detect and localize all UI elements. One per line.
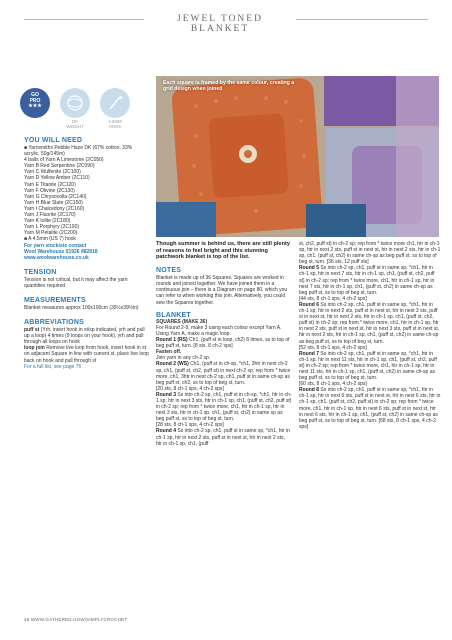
stockist-url[interactable]: www.woolwarehouse.co.uk [24, 254, 89, 261]
round-4 [156, 428, 292, 446]
yarn-item: Yarn E Titanite (2C120) [24, 181, 76, 188]
pattern-para: Using Yarn A, make a magic loop. [156, 330, 231, 337]
yarn-list [24, 145, 149, 261]
round-4-cont: st, ch2, puff st) in ch-2 sp; rep from * twice more ch1, htr in ch-1 sp, htr in next 2 sts, puff st in next st, htr in next 2 sts, htr in ch-1 sp, ch1, (puff st, ch2) in same ch-sp as beg puff st, ss to top of beg st, turn. [36 sts, 12 puff sts] [299, 241, 441, 266]
round-label: Round 1 (RS) [156, 337, 188, 344]
round-count: [44 sts, 8 ch-1 sps, 4 ch-2 sps] [299, 295, 367, 302]
yarn-item: Yarn I Chalcedony (2C160) [24, 205, 85, 212]
abbrev-more-link[interactable]: For a full list, see page 76 [24, 363, 82, 370]
round-7 [299, 351, 441, 381]
difficulty-icons [20, 88, 150, 138]
round-text: Ss into ch-2 sp, ch1, puff st in same sp, *ch1, htr in ch-1 sp, htr in next 6 sts, puff st in next st, htr in next 6 sts, htr in ch-1 sp, ch1, (puff st, ch2, puff st) in ch-2 sp; rep from * twice more, ch1, htr in ch-1 sp, htr in next 6 sts, puff st in next st, htr in next 6 sts, htr in ch-1 sp, ch1, (puff st, ch2) in same ch-sp as beg puff st, ss to top of beg st, turn. [68 sts, 8 ch-1 sps, 4 ch-2 sps] [299, 387, 441, 430]
measurements-text: Blanket measures approx 100x100cm (39½x39½in) [24, 304, 139, 311]
pattern-para: For Round 2-9, make 3 using each colour except Yarn A. [156, 324, 282, 331]
yarn-item: Yarn B Red Serpentine (2C090) [24, 163, 95, 170]
hook-size-label: 4.5MM HOOK [108, 119, 122, 130]
round-label: Round 8 [299, 387, 319, 394]
abbrev-loop-text: Remove live loop from hook, insert hook in st on adjacent Square in line with current st, place live loop back on hook and pull through st [24, 345, 149, 364]
round-text: Ss into ch-2 sp, ch1, puff st in same sp, *ch1, htr in ch-1 sp, htr in next 2 sts, puff st in next st, htr in next 2 sts, htr in ch-1 sp, ch1, (puff [156, 428, 290, 447]
yarn-item: Yarn M Petalite (2C200) [24, 230, 78, 237]
round-label: Round 2 (WS) [156, 361, 189, 368]
notes-text: Blanket is made up of 36 Squares. Squares are worked in rounds and joined together. We have joined them in a continuous join – there is a Diagram on page 80, which you can refer to when working this join. Alternatively, you could sew the Squares together. [156, 275, 288, 306]
blanket-heading: BLANKET [156, 311, 191, 319]
sidebar [24, 137, 149, 370]
round-text: Ch1, (puff st in loop, ch2) 8 times, ss to top of beg puff st, turn. [8 sts, 8 ch-2 sps] [156, 337, 290, 350]
header-rule-left [24, 19, 144, 20]
header-rule-right [296, 19, 428, 20]
notes-heading: NOTES [156, 267, 182, 275]
abbreviations-heading: ABBREVIATIONS [24, 319, 85, 327]
yarn-item: Yarn K Iolite (2C180) [24, 218, 71, 225]
yarn-item: ■ Yarnsmiths Pebble Haze DK (67% cotton, 33% acrylic, 50g/145m) [24, 145, 133, 158]
round-text: Ss into ch-2 sp, ch1, puff st in same sp, *ch1, htr in ch-1 sp, htr in next 7 sts, htr in ch-1 sp, ch1, (puff st, ch2, puff st) in ch-2 sp; rep from * twice more, ch1, htr in ch-1 sp, htr in next 7 sts, htr in ch-1 sp, ch1, (puff st, ch2) in same ch-sp as beg puff st, ss to top of beg st, turn. [299, 265, 435, 296]
badge-stars: ★★★ [28, 103, 42, 109]
yarn-item: 4 balls of Yarn A Limestone (2C050) [24, 157, 104, 164]
yarn-item: Yarn H Blue Slate (2C150) [24, 199, 83, 206]
round-label: Round 7 [299, 350, 319, 357]
stockist-phone: Wool Warehouse 01926 882818 [24, 248, 98, 255]
round-3 [156, 392, 292, 422]
round-2 [156, 361, 292, 385]
stockist-label: For yarn stockists contact [24, 242, 87, 249]
squares-heading: SQUARES (MAKE 36) [156, 318, 208, 325]
round-label: Round 5 [299, 265, 319, 272]
round-count: [28 sts, 8 ch-1 sps, 4 ch-2 sps] [156, 422, 224, 429]
page-footer: 48 WWW.GATHERED.HOW/SIMPLYCROCHET [24, 617, 128, 622]
abbrev-loop-label: loop join [24, 345, 45, 352]
hook-icon [100, 88, 130, 118]
round-text: Ss into ch-2 sp, ch1, puff st in same sp, *ch1, htr in ch-1 sp, htr in next 11 sts, htr in ch-1 sp, ch1, (puff st, ch2, puff st) in ch-2 sp; rep from * twice more, ch1, htr in ch-1 sp, htr in next 11 sts, htr in ch-1 sp, ch1, (puff st, ch2) in same ch-sp as beg puff st, ss to top of beg st, turn. [299, 350, 437, 382]
round-5 [299, 265, 441, 295]
round-label: Round 6 [299, 301, 319, 308]
fasten-off: Fasten off. [156, 349, 182, 356]
intro-text: Though summer is behind us, there are still plenty of reasons to feel bright and this stunning patchwork blanket is top of the list. [156, 241, 290, 261]
page-title: JEWEL TONED BLANKET [177, 14, 263, 34]
yarn-item: Yarn J Fluorite (2C170) [24, 212, 76, 219]
abbrev-puff-label: puff st [24, 327, 40, 334]
tension-heading: TENSION [24, 268, 57, 276]
abbrev-puff-text: (Yrh, insert hook in st/sp indicated, yrh and pull up a loop) 4 times (9 loops on your hook), yrh and pull through all loops on hook [24, 327, 145, 346]
yarn-item: Yarn G Chrysocolla (2C140) [24, 193, 87, 200]
round-8 [299, 387, 441, 430]
round-text: Ch1, (puff st in ch-sp, *ch1, 3htr in next ch-2 sp, ch1, (puff st, ch2, puff st) in next ch-2 sp; rep from * twice more, ch1, 3htr in next ch-2 sp, ch1, puff st in same ch-sp as beg puff st, ch2, ss to top of beg st, turn. [156, 361, 291, 386]
yarn-item: ■ A 4.5mm (US 7) hook [24, 236, 76, 243]
round-label: Round 4 [156, 428, 176, 435]
abbrev-loop [24, 345, 149, 363]
yarn-item: Yarn L Porphyry (2C190) [24, 224, 80, 231]
badge-line2: PRO [29, 97, 41, 104]
badge-line1: GO [31, 92, 39, 98]
round-text: Ss into ch-2 sp, ch1, puff st in ch-sp, *ch1, htr in ch-1 sp, htr in next 3 sts, htr in ch-1 sp, ch1, (puff st, ch2, puff st) in ch-2 sp; rep from * twice more, ch1, htr in ch-1 sp, htr in next 3 sts, htr in ch-1 sp, ch1, (puff st, ch2) in same sp as beg puff st, ss to top of beg st, turn. [156, 391, 292, 423]
round-label: Round 3 [156, 391, 176, 398]
pattern-column-2 [299, 241, 441, 430]
abbrev-puff [24, 327, 149, 345]
yarn-item: Yarn F Olivine (2C130) [24, 187, 75, 194]
yarn-weight-label: DK WEIGHT [66, 119, 84, 130]
yarn-weight-icon [60, 88, 90, 118]
round-1 [156, 337, 292, 349]
measurements-heading: MEASUREMENTS [24, 296, 86, 304]
round-6 [299, 302, 441, 345]
tension-text: Tension is not critical, but it may affect the yarn quantities required [24, 276, 128, 289]
blanket-photo [156, 76, 439, 237]
difficulty-badge [20, 88, 50, 118]
round-count: [60 sts, 8 ch-1 sps, 4 ch-2 sps] [299, 381, 367, 388]
round-text: Ss into ch-2 sp, ch1, puff st in same sp, *ch1, htr in ch-1 sp, htr in next 2 sts, puff st in next st, htr in next 3 sts, puff st in next st, htr in next 2 sts, htr in ch-1 sp, ch1, (puff st, ch2, puff st) in ch-2 sp; rep from * twice more, ch1, htr in ch-1 sp, htr in next 2 sts, puff st in next st, htr in next 3 sts, puff st in next st, htr in next 2 sts, htr in ch-1 sp, ch1, (puff st, ch2) in same ch-sp as beg puff st, ss to top of beg st, turn. [299, 301, 440, 345]
round-count: [20 sts, 8 ch-1 sps, 4 ch-2 sps] [156, 385, 224, 392]
you-will-need-heading: YOU WILL NEED [24, 137, 83, 144]
photo-caption: Each square is framed by the same colour, creating a grid design when joined [163, 80, 295, 93]
join-yarn: Join yarn in any ch-2 sp. [156, 355, 211, 362]
pattern-column-1 [156, 241, 292, 447]
page-header [0, 0, 452, 40]
yarn-item: Yarn D Yellow Amber (2C110) [24, 175, 90, 182]
round-count: [52 sts, 8 ch-1 sps, 4 ch-2 sps] [299, 344, 367, 351]
yarn-item: Yarn C Wulfenite (2C100) [24, 169, 81, 176]
